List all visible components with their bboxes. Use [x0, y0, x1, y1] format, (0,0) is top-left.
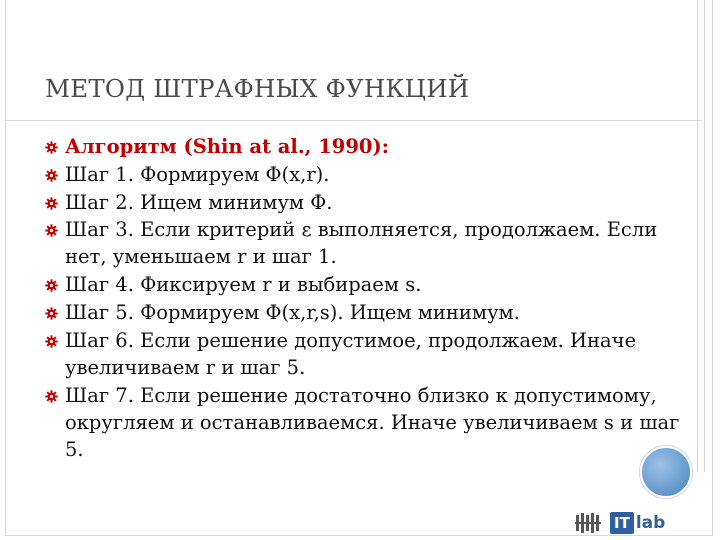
gear-icon — [45, 197, 58, 210]
bullet-item — [45, 133, 685, 160]
university-logo — [574, 511, 604, 535]
slide-title: МЕТОД ШТРАФНЫХ ФУНКЦИЙ — [45, 74, 470, 103]
circle-decoration — [640, 446, 692, 498]
footer-logos — [574, 510, 665, 536]
bullet-item — [45, 216, 685, 270]
gear-icon — [45, 335, 58, 348]
bullet-text: Шаг 2. Ищем минимум Φ. — [65, 190, 333, 214]
bullet-item — [45, 382, 685, 463]
bullet-item — [45, 161, 685, 188]
gear-icon — [45, 390, 58, 403]
gear-icon — [45, 307, 58, 320]
title-divider — [5, 120, 702, 121]
bullet-text: Алгоритм (Shin at al., 1990): — [65, 135, 389, 158]
bullet-text: Шаг 7. Если решение достаточно близко к допустимому, округляем и останавливаемся. Иначе увеличиваем s и шаг 5. — [65, 383, 680, 461]
bullet-list — [45, 133, 685, 463]
itlab-logo-it: IT — [610, 512, 634, 534]
bullet-item — [45, 271, 685, 298]
gear-icon — [45, 279, 58, 292]
gear-icon — [45, 224, 58, 237]
slide-frame-right-bar — [697, 0, 705, 472]
bullet-text: Шаг 1. Формируем Φ(x,r). — [65, 162, 330, 186]
bullet-item — [45, 327, 685, 381]
gear-icon — [45, 141, 58, 154]
bullet-text: Шаг 3. Если критерий ε выполняется, продолжаем. Если нет, уменьшаем r и шаг 1. — [65, 218, 658, 269]
bullet-item — [45, 189, 685, 216]
bullet-text: Шаг 4. Фиксируем r и выбираем s. — [65, 273, 422, 297]
bullet-item — [45, 299, 685, 326]
itlab-logo — [610, 511, 665, 535]
bullet-text: Шаг 5. Формируем Φ(x,r,s). Ищем минимум. — [65, 300, 520, 324]
bullet-text: Шаг 6. Если решение допустимое, продолжаем. Иначе увеличиваем r и шаг 5. — [65, 328, 637, 379]
gear-icon — [45, 169, 58, 182]
itlab-logo-lab: lab — [635, 513, 666, 533]
